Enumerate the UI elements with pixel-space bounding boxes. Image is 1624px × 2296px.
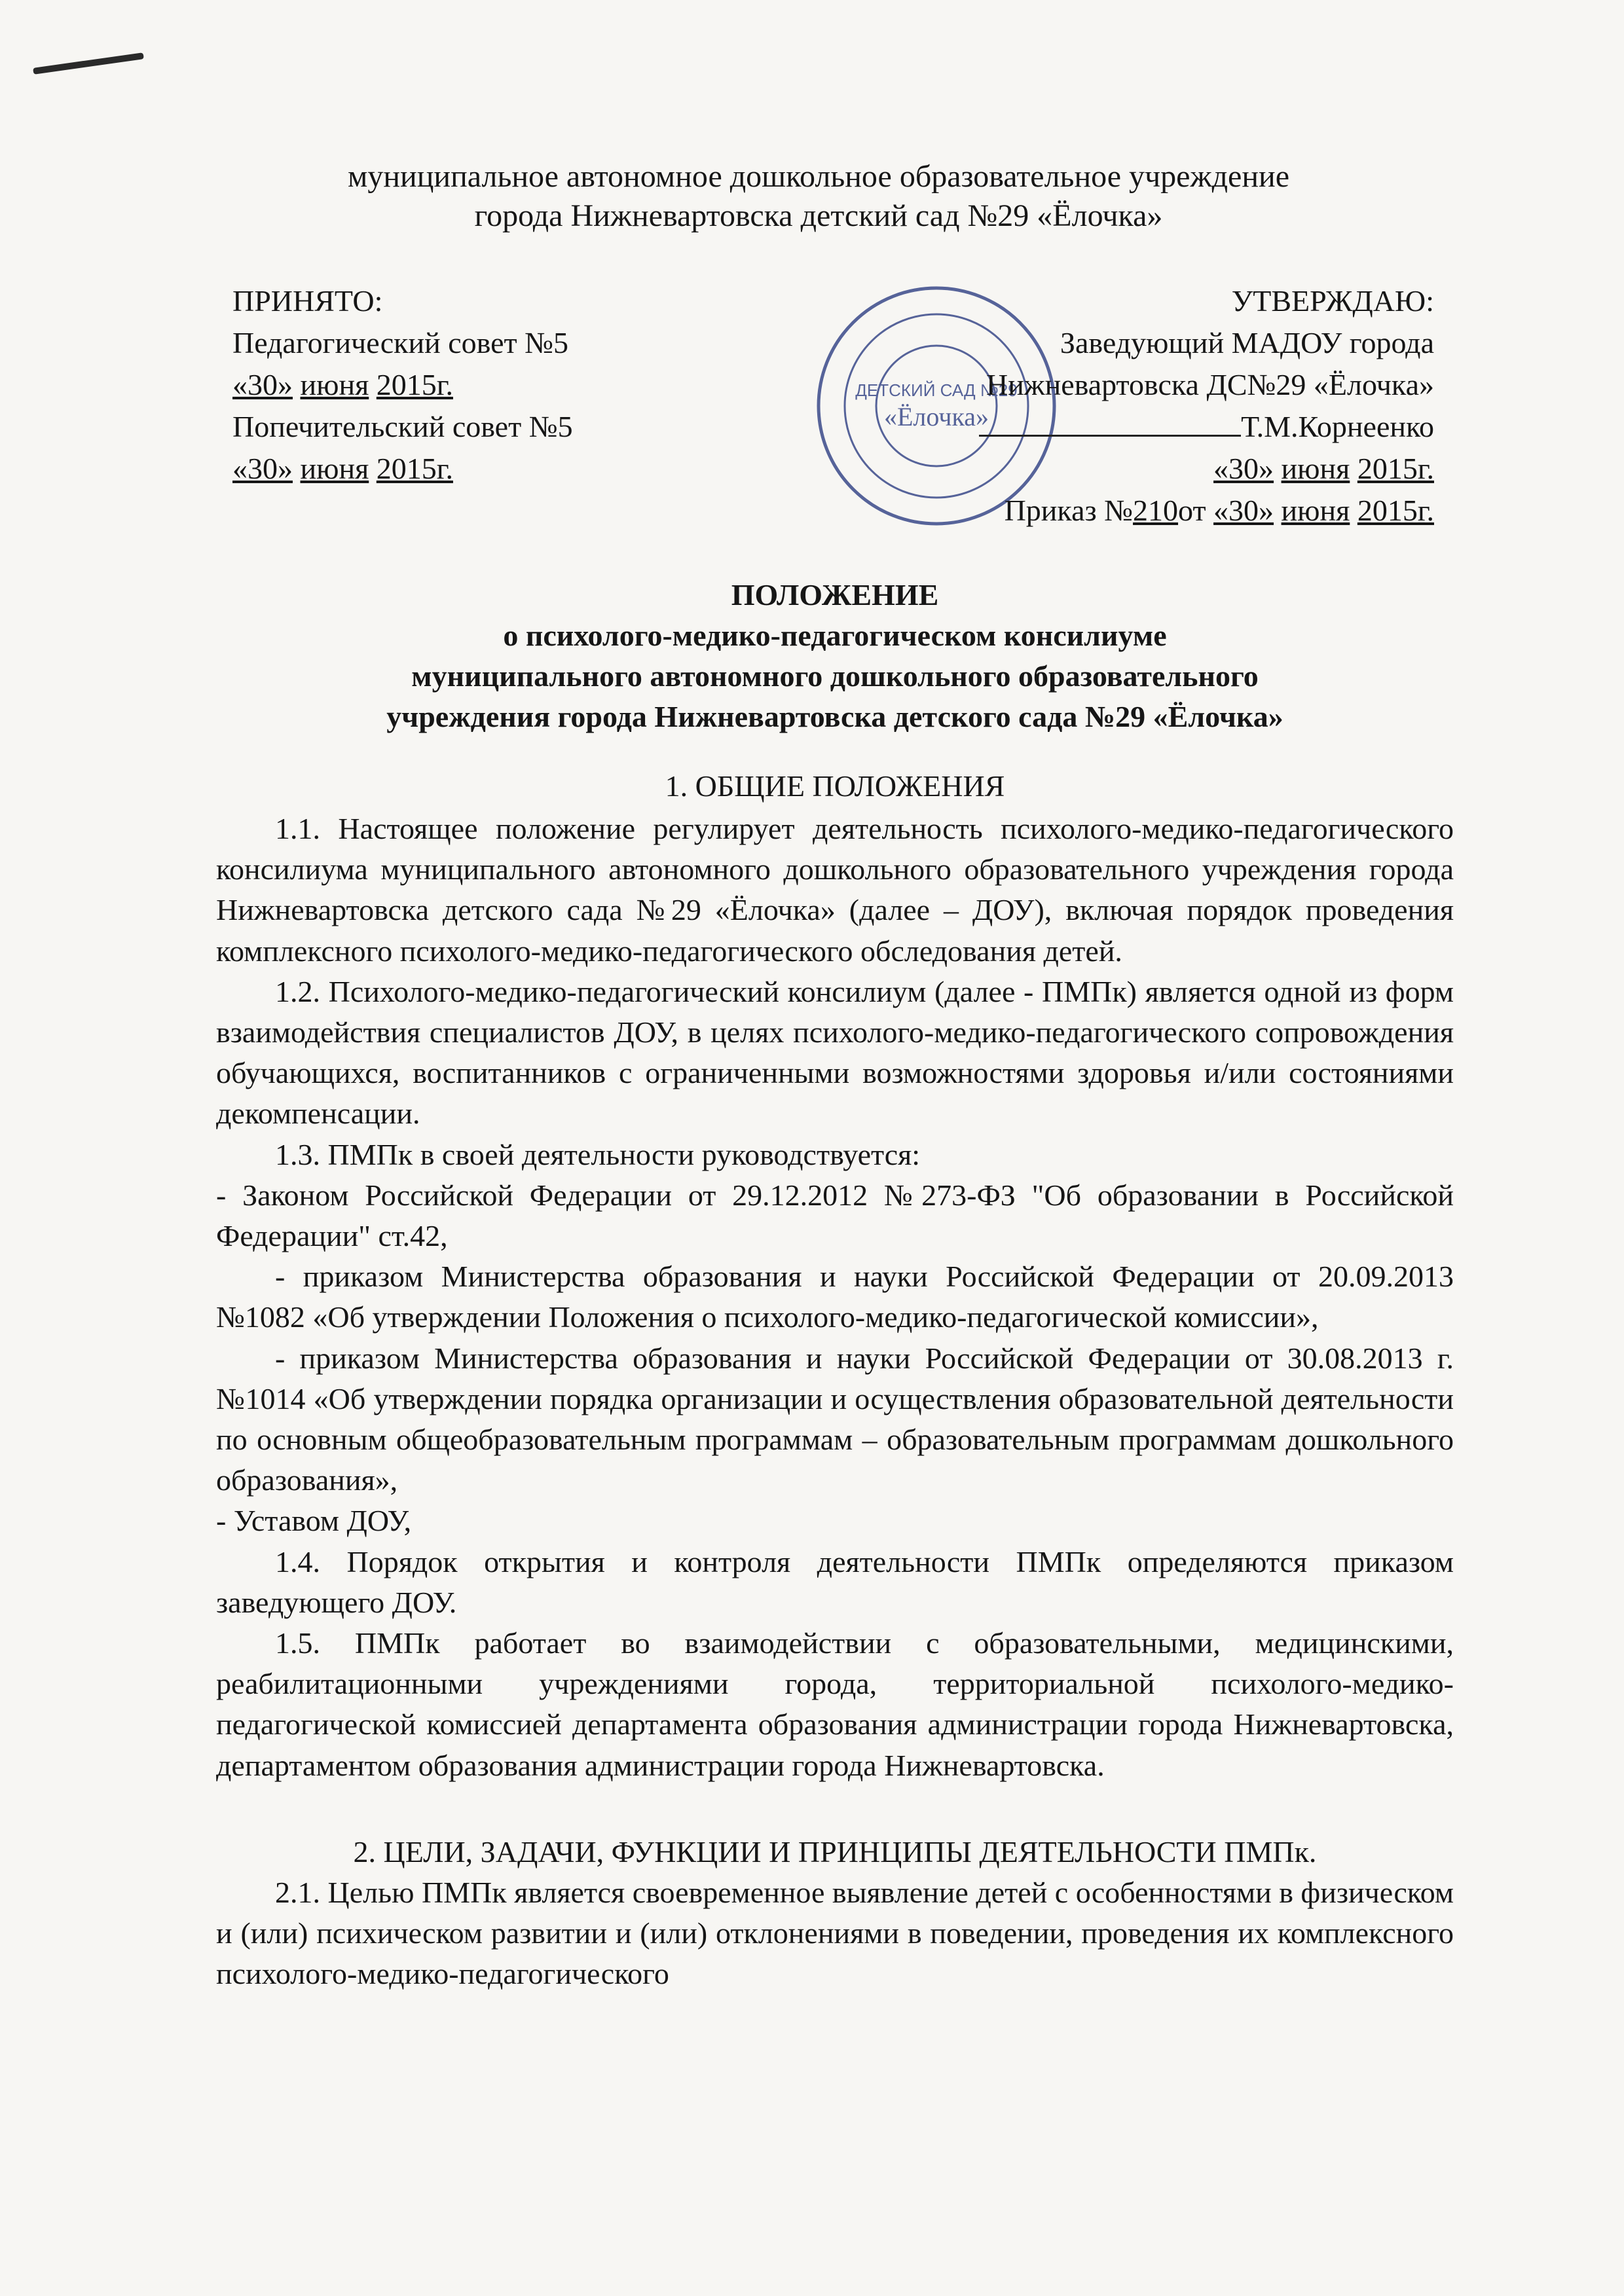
list-item-order-1082: - приказом Министерства образования и науки Российской Федерации от 20.09.2013 №1082 «Об утверждении Положения о психолого-медико-педагогической комиссии», (216, 1260, 1454, 1334)
list-item-law: - Законом Российской Федерации от 29.12.2012 №273-ФЗ "Об образовании в Российской Федерации" ст.42, (216, 1178, 1454, 1253)
accepted-block (232, 280, 573, 490)
list-item-charter: - Уставом ДОУ, (216, 1504, 412, 1538)
accepted-label: ПРИНЯТО: (232, 284, 383, 318)
ped-council-date: «30» июня 2015г. (232, 368, 453, 401)
approve-block (805, 280, 1434, 532)
section-2-heading: 2. ЦЕЛИ, ЗАДАЧИ, ФУНКЦИИ И ПРИНЦИПЫ ДЕЯТЕЛЬНОСТИ ПМПк. (353, 1834, 1317, 1868)
org-line-2: города Нижневартовска детский сад №29 «Ёлочка» (474, 198, 1163, 233)
head-position: Заведующий МАДОУ города (1060, 326, 1434, 359)
approve-label: УТВЕРЖДАЮ: (1231, 284, 1434, 318)
paragraph-1-2: 1.2. Психолого-медико-педагогический консилиум (далее - ПМПк) является одной из форм взаимодействия специалистов ДОУ, в целях психолого-медико-педагогического сопровождения обучающихся, воспитанников с ограниченными возможностями здоровья и/или состояниями декомпенсации. (216, 974, 1454, 1131)
doc-subtitle-1: о психолого-медико-педагогическом консилиуме (503, 619, 1167, 652)
stamp-kind: ДЕТСКИЙ САД №29 (855, 380, 1018, 400)
head-org: Нижневартовска ДС№29 «Ёлочка» (986, 368, 1434, 401)
document-body (216, 809, 1454, 1995)
doc-subtitle-3: учреждения города Нижневартовска детского сада №29 «Ёлочка» (386, 700, 1283, 733)
org-line-1: муниципальное автономное дошкольное образовательное учреждение (347, 159, 1290, 194)
pen-mark (33, 52, 144, 75)
stamp-name: «Ёлочка» (883, 402, 989, 431)
paragraph-1-3: 1.3. ПМПк в своей деятельности руководствуется: (275, 1137, 921, 1171)
order-line: Приказ №210от «30» июня 2015г. (1004, 494, 1434, 527)
approve-date: «30» июня 2015г. (1213, 452, 1434, 485)
section-1-heading: 1. ОБЩИЕ ПОЛОЖЕНИЯ (665, 769, 1005, 803)
trustee-council-date: «30» июня 2015г. (232, 452, 453, 485)
ped-council: Педагогический совет №5 (232, 326, 569, 359)
doc-title: ПОЛОЖЕНИЕ (731, 578, 939, 611)
signature-name: Т.М.Корнеенко (1241, 410, 1434, 443)
doc-subtitle-2: муниципального автономного дошкольного образовательного (411, 659, 1259, 693)
paragraph-1-4: 1.4. Порядок открытия и контроля деятельности ПМПк определяются приказом заведующего ДОУ. (216, 1544, 1454, 1619)
trustee-council: Попечительский совет №5 (232, 410, 573, 443)
paragraph-1-1: 1.1. Настоящее положение регулирует деятельность психолого-медико-педагогического консилиума муниципального автономного дошкольного образовательного учреждения города Нижневартовска детского сада №29 «Ёлочка» (далее – ДОУ), включая порядок проведения комплексного психолого-медико-педагогического обследования детей. (216, 812, 1454, 968)
list-item-order-1014: - приказом Министерства образования и науки Российской Федерации от 30.08.2013 г. №1014 «Об утверждении порядка организации и осуществления образовательной деятельности по основным общеобразовательным программам – образовательным программам дошкольного образования», (216, 1341, 1454, 1497)
paragraph-2-1: 2.1. Целью ПМПк является своевременное выявление детей с особенностями в физическом и (или) психическом развитии и (или) отклонениями в поведении, проведения их комплексного психолого-медико-педагогического (216, 1876, 1454, 1991)
signature-line (805, 406, 1434, 448)
paragraph-1-5: 1.5. ПМПк работает во взаимодействии с образовательными, медицинскими, реабилитационными учреждениями города, территориальной психолого-медико-педагогической комиссией департамента образования администрации города Нижневартовска, департаментом образования администрации города Нижневартовска. (216, 1626, 1454, 1782)
